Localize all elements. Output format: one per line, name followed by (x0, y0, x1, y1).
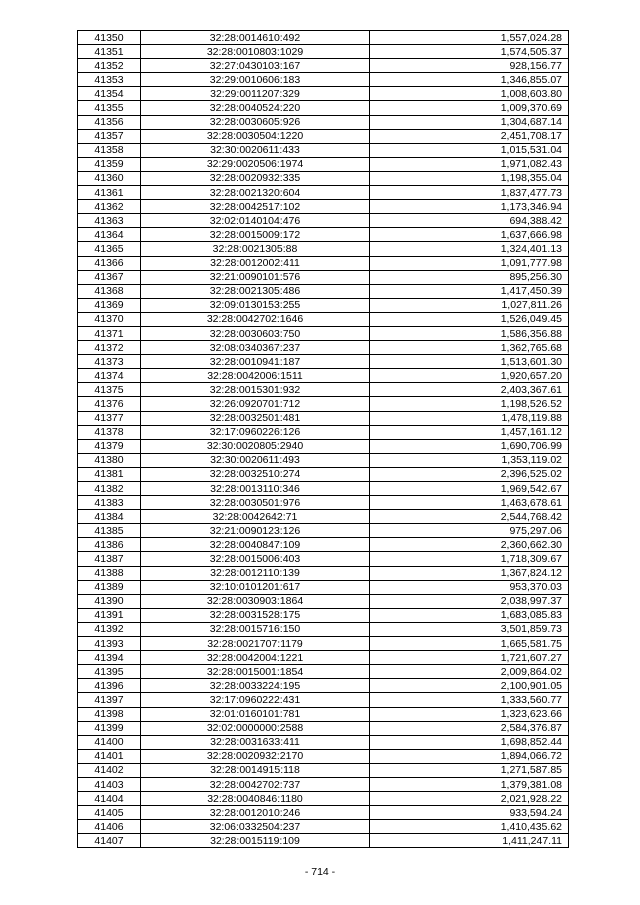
row-number-cell: 41386 (78, 538, 141, 552)
amount-cell: 1,586,356.88 (370, 326, 569, 340)
table-row (78, 693, 569, 707)
cadastral-number-cell: 32:28:0014915:118 (141, 763, 370, 777)
cadastral-number-cell: 32:28:0042004:1221 (141, 651, 370, 665)
page-number: - 714 - (304, 866, 336, 878)
table-row (78, 411, 569, 425)
row-number-cell: 41379 (78, 439, 141, 453)
table-row (78, 242, 569, 256)
cadastral-number-cell: 32:30:0020611:493 (141, 453, 370, 467)
amount-cell: 1,718,309.67 (370, 552, 569, 566)
table-row (78, 820, 569, 834)
cadastral-number-cell: 32:28:0021305:486 (141, 284, 370, 298)
row-number-cell: 41387 (78, 552, 141, 566)
amount-cell: 1,457,161.12 (370, 425, 569, 439)
cadastral-number-cell: 32:28:0021707:1179 (141, 637, 370, 651)
cadastral-number-cell: 32:28:0030605:926 (141, 115, 370, 129)
amount-cell: 1,333,560.77 (370, 693, 569, 707)
row-number-cell: 41374 (78, 369, 141, 383)
cadastral-number-cell: 32:28:0015301:932 (141, 383, 370, 397)
table-row (78, 467, 569, 481)
amount-cell: 1,379,381.08 (370, 777, 569, 791)
amount-cell: 2,038,997.37 (370, 594, 569, 608)
amount-cell: 1,417,450.39 (370, 284, 569, 298)
table-row (78, 369, 569, 383)
table-row (78, 679, 569, 693)
table-row (78, 580, 569, 594)
cadastral-number-cell: 32:30:0020805:2940 (141, 439, 370, 453)
row-number-cell: 41365 (78, 242, 141, 256)
table-row (78, 637, 569, 651)
amount-cell: 1,513,601.30 (370, 355, 569, 369)
amount-cell: 975,297.06 (370, 524, 569, 538)
row-number-cell: 41353 (78, 73, 141, 87)
table-row (78, 171, 569, 185)
table-row (78, 834, 569, 848)
amount-cell: 1,698,852.44 (370, 735, 569, 749)
cadastral-number-cell: 32:28:0013110:346 (141, 482, 370, 496)
cadastral-number-cell: 32:28:0012002:411 (141, 256, 370, 270)
table-row (78, 101, 569, 115)
table-row (78, 228, 569, 242)
amount-cell: 1,971,082.43 (370, 157, 569, 171)
cadastral-number-cell: 32:02:0000000:2588 (141, 721, 370, 735)
cadastral-number-cell: 32:28:0042006:1511 (141, 369, 370, 383)
row-number-cell: 41354 (78, 87, 141, 101)
table-row (78, 298, 569, 312)
row-number-cell: 41364 (78, 228, 141, 242)
amount-cell: 694,388.42 (370, 214, 569, 228)
row-number-cell: 41366 (78, 256, 141, 270)
data-table (77, 30, 569, 848)
row-number-cell: 41404 (78, 792, 141, 806)
cadastral-number-cell: 32:08:0340367:237 (141, 341, 370, 355)
row-number-cell: 41356 (78, 115, 141, 129)
table-row (78, 425, 569, 439)
amount-cell: 2,451,708.17 (370, 129, 569, 143)
row-number-cell: 41376 (78, 397, 141, 411)
amount-cell: 1,009,370.69 (370, 101, 569, 115)
row-number-cell: 41393 (78, 637, 141, 651)
cadastral-number-cell: 32:28:0021305:88 (141, 242, 370, 256)
cadastral-number-cell: 32:17:0960226:126 (141, 425, 370, 439)
table-row (78, 129, 569, 143)
table-row (78, 214, 569, 228)
row-number-cell: 41403 (78, 777, 141, 791)
row-number-cell: 41394 (78, 651, 141, 665)
row-number-cell: 41399 (78, 721, 141, 735)
row-number-cell: 41402 (78, 763, 141, 777)
amount-cell: 1,362,765.68 (370, 341, 569, 355)
table-row (78, 594, 569, 608)
row-number-cell: 41381 (78, 467, 141, 481)
cadastral-number-cell: 32:28:0015009:172 (141, 228, 370, 242)
amount-cell: 1,324,401.13 (370, 242, 569, 256)
cadastral-number-cell: 32:26:0920701:712 (141, 397, 370, 411)
amount-cell: 933,594.24 (370, 806, 569, 820)
amount-cell: 1,837,477.73 (370, 186, 569, 200)
table-row (78, 45, 569, 59)
row-number-cell: 41367 (78, 270, 141, 284)
row-number-cell: 41396 (78, 679, 141, 693)
row-number-cell: 41358 (78, 143, 141, 157)
row-number-cell: 41384 (78, 510, 141, 524)
row-number-cell: 41378 (78, 425, 141, 439)
amount-cell: 1,015,531.04 (370, 143, 569, 157)
cadastral-number-cell: 32:28:0010941:187 (141, 355, 370, 369)
cadastral-number-cell: 32:29:0010606:183 (141, 73, 370, 87)
cadastral-number-cell: 32:28:0014610:492 (141, 31, 370, 45)
amount-cell: 1,411,247.11 (370, 834, 569, 848)
table-row (78, 735, 569, 749)
table-row (78, 792, 569, 806)
amount-cell: 1,410,435.62 (370, 820, 569, 834)
amount-cell: 1,894,066.72 (370, 749, 569, 763)
row-number-cell: 41362 (78, 200, 141, 214)
amount-cell: 2,360,662.30 (370, 538, 569, 552)
row-number-cell: 41380 (78, 453, 141, 467)
amount-cell: 1,091,777.98 (370, 256, 569, 270)
table-row (78, 284, 569, 298)
cadastral-number-cell: 32:28:0032501:481 (141, 411, 370, 425)
row-number-cell: 41350 (78, 31, 141, 45)
amount-cell: 895,256.30 (370, 270, 569, 284)
cadastral-number-cell: 32:28:0040524:220 (141, 101, 370, 115)
amount-cell: 1,198,526.52 (370, 397, 569, 411)
row-number-cell: 41382 (78, 482, 141, 496)
cadastral-number-cell: 32:28:0040846:1180 (141, 792, 370, 806)
amount-cell: 1,637,666.98 (370, 228, 569, 242)
table-body (78, 31, 569, 848)
amount-cell: 2,584,376.87 (370, 721, 569, 735)
cadastral-number-cell: 32:28:0030903:1864 (141, 594, 370, 608)
cadastral-number-cell: 32:17:0960222:431 (141, 693, 370, 707)
table-row (78, 777, 569, 791)
row-number-cell: 41372 (78, 341, 141, 355)
amount-cell: 1,463,678.61 (370, 496, 569, 510)
amount-cell: 1,304,687.14 (370, 115, 569, 129)
amount-cell: 1,920,657.20 (370, 369, 569, 383)
row-number-cell: 41373 (78, 355, 141, 369)
amount-cell: 1,969,542.67 (370, 482, 569, 496)
table-row (78, 707, 569, 721)
row-number-cell: 41363 (78, 214, 141, 228)
amount-cell: 1,721,607.27 (370, 651, 569, 665)
row-number-cell: 41401 (78, 749, 141, 763)
table-row (78, 87, 569, 101)
cadastral-number-cell: 32:06:0332504:237 (141, 820, 370, 834)
cadastral-number-cell: 32:28:0042517:102 (141, 200, 370, 214)
row-number-cell: 41360 (78, 171, 141, 185)
cadastral-number-cell: 32:28:0040847:109 (141, 538, 370, 552)
table-row (78, 256, 569, 270)
amount-cell: 1,271,587.85 (370, 763, 569, 777)
cadastral-number-cell: 32:09:0130153:255 (141, 298, 370, 312)
amount-cell: 1,690,706.99 (370, 439, 569, 453)
row-number-cell: 41385 (78, 524, 141, 538)
amount-cell: 1,574,505.37 (370, 45, 569, 59)
amount-cell: 2,403,367.61 (370, 383, 569, 397)
table-row (78, 326, 569, 340)
cadastral-number-cell: 32:28:0020932:335 (141, 171, 370, 185)
cadastral-number-cell: 32:21:0090101:576 (141, 270, 370, 284)
row-number-cell: 41390 (78, 594, 141, 608)
amount-cell: 2,100,901.05 (370, 679, 569, 693)
table-row (78, 200, 569, 214)
table-row (78, 115, 569, 129)
table-row (78, 186, 569, 200)
row-number-cell: 41395 (78, 665, 141, 679)
row-number-cell: 41388 (78, 566, 141, 580)
row-number-cell: 41352 (78, 59, 141, 73)
amount-cell: 1,323,623.66 (370, 707, 569, 721)
row-number-cell: 41371 (78, 326, 141, 340)
amount-cell: 1,683,085.83 (370, 608, 569, 622)
table-row (78, 665, 569, 679)
table-row (78, 608, 569, 622)
table-row (78, 439, 569, 453)
amount-cell: 1,478,119.88 (370, 411, 569, 425)
amount-cell: 953,370.03 (370, 580, 569, 594)
table-row (78, 157, 569, 171)
row-number-cell: 41375 (78, 383, 141, 397)
amount-cell: 1,198,355.04 (370, 171, 569, 185)
table-row (78, 538, 569, 552)
cadastral-number-cell: 32:28:0012110:139 (141, 566, 370, 580)
amount-cell: 1,367,824.12 (370, 566, 569, 580)
amount-cell: 1,173,346.94 (370, 200, 569, 214)
amount-cell: 928,156.77 (370, 59, 569, 73)
row-number-cell: 41400 (78, 735, 141, 749)
amount-cell: 1,353,119.02 (370, 453, 569, 467)
cadastral-number-cell: 32:28:0030501:976 (141, 496, 370, 510)
table-row (78, 806, 569, 820)
row-number-cell: 41357 (78, 129, 141, 143)
row-number-cell: 41368 (78, 284, 141, 298)
cadastral-number-cell: 32:28:0015716:150 (141, 622, 370, 636)
cadastral-number-cell: 32:30:0020611:433 (141, 143, 370, 157)
cadastral-number-cell: 32:10:0101201:617 (141, 580, 370, 594)
row-number-cell: 41397 (78, 693, 141, 707)
amount-cell: 1,557,024.28 (370, 31, 569, 45)
cadastral-number-cell: 32:29:0020506:1974 (141, 157, 370, 171)
amount-cell: 3,501,859.73 (370, 622, 569, 636)
row-number-cell: 41369 (78, 298, 141, 312)
cadastral-number-cell: 32:28:0042642:71 (141, 510, 370, 524)
row-number-cell: 41392 (78, 622, 141, 636)
cadastral-number-cell: 32:28:0010803:1029 (141, 45, 370, 59)
cadastral-number-cell: 32:21:0090123:126 (141, 524, 370, 538)
cadastral-number-cell: 32:28:0020932:2170 (141, 749, 370, 763)
table-row (78, 510, 569, 524)
amount-cell: 1,346,855.07 (370, 73, 569, 87)
row-number-cell: 41370 (78, 312, 141, 326)
cadastral-number-cell: 32:02:0140104:476 (141, 214, 370, 228)
cadastral-number-cell: 32:28:0015001:1854 (141, 665, 370, 679)
table-row (78, 73, 569, 87)
table-row (78, 482, 569, 496)
row-number-cell: 41359 (78, 157, 141, 171)
cadastral-number-cell: 32:29:0011207:329 (141, 87, 370, 101)
table-row (78, 397, 569, 411)
table-row (78, 622, 569, 636)
cadastral-number-cell: 32:28:0033224:195 (141, 679, 370, 693)
amount-cell: 2,009,864.02 (370, 665, 569, 679)
table-row (78, 341, 569, 355)
cadastral-number-cell: 32:28:0030504:1220 (141, 129, 370, 143)
table-row (78, 763, 569, 777)
cadastral-number-cell: 32:28:0042702:1646 (141, 312, 370, 326)
cadastral-number-cell: 32:28:0015119:109 (141, 834, 370, 848)
amount-cell: 1,526,049.45 (370, 312, 569, 326)
amount-cell: 2,544,768.42 (370, 510, 569, 524)
table-row (78, 566, 569, 580)
row-number-cell: 41407 (78, 834, 141, 848)
cadastral-number-cell: 32:28:0031528:175 (141, 608, 370, 622)
table-row (78, 453, 569, 467)
cadastral-number-cell: 32:28:0031633:411 (141, 735, 370, 749)
row-number-cell: 41405 (78, 806, 141, 820)
row-number-cell: 41377 (78, 411, 141, 425)
table-row (78, 31, 569, 45)
table-row (78, 721, 569, 735)
row-number-cell: 41406 (78, 820, 141, 834)
row-number-cell: 41351 (78, 45, 141, 59)
cadastral-number-cell: 32:01:0160101:781 (141, 707, 370, 721)
cadastral-number-cell: 32:28:0021320:604 (141, 186, 370, 200)
row-number-cell: 41383 (78, 496, 141, 510)
cadastral-number-cell: 32:27:0430103:167 (141, 59, 370, 73)
table-row (78, 524, 569, 538)
table-row (78, 59, 569, 73)
cadastral-number-cell: 32:28:0030603:750 (141, 326, 370, 340)
cadastral-number-cell: 32:28:0015006:403 (141, 552, 370, 566)
table-row (78, 651, 569, 665)
table-row (78, 312, 569, 326)
table-row (78, 355, 569, 369)
amount-cell: 2,396,525.02 (370, 467, 569, 481)
amount-cell: 1,027,811.26 (370, 298, 569, 312)
row-number-cell: 41389 (78, 580, 141, 594)
table-row (78, 749, 569, 763)
amount-cell: 2,021,928.22 (370, 792, 569, 806)
table-row (78, 496, 569, 510)
cadastral-number-cell: 32:28:0042702:737 (141, 777, 370, 791)
amount-cell: 1,008,603.80 (370, 87, 569, 101)
row-number-cell: 41398 (78, 707, 141, 721)
amount-cell: 1,665,581.75 (370, 637, 569, 651)
table-row (78, 383, 569, 397)
row-number-cell: 41391 (78, 608, 141, 622)
row-number-cell: 41361 (78, 186, 141, 200)
cadastral-number-cell: 32:28:0012010:246 (141, 806, 370, 820)
row-number-cell: 41355 (78, 101, 141, 115)
table-row (78, 270, 569, 284)
cadastral-number-cell: 32:28:0032510:274 (141, 467, 370, 481)
table-row (78, 552, 569, 566)
table-row (78, 143, 569, 157)
